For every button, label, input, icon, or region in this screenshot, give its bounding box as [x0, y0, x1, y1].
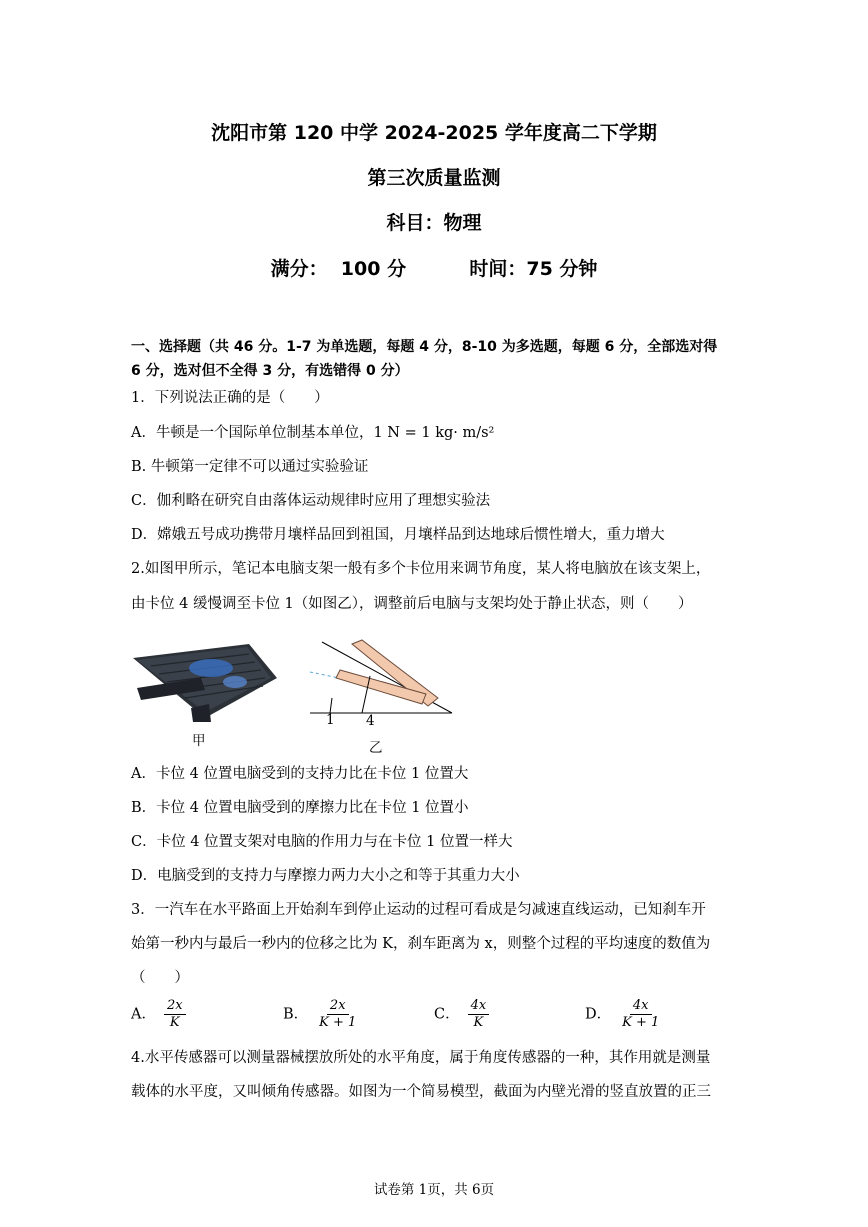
q1-option-d: D．嫦娥五号成功携带月壤样品回到祖国，月壤样品到达地球后惯性增大，重力增大	[131, 527, 665, 543]
q2-stem-line1: 2.如图甲所示，笔记本电脑支架一般有多个卡位用来调节角度，某人将电脑放在该支架上，	[131, 561, 711, 577]
exam-meta	[0, 254, 868, 281]
q4-stem-line2: 载体的水平度，又叫倾角传感器。如图为一个简易模型，截面为内壁光滑的竖直放置的正三	[131, 1084, 711, 1100]
q3-option-c: C． $\frac{4x}{K}$	[434, 998, 489, 1031]
q3-option-d: D． $\frac{4x}{K + 1}$	[585, 998, 660, 1030]
q2-option-c: C．卡位 4 位置支架对电脑的作用力与在卡位 1 位置一样大	[131, 834, 513, 850]
q3-option-b: B． $\frac{2x}{K + 1}$	[283, 998, 357, 1030]
q3-stem-line1: 3．一汽车在水平路面上开始刹车到停止运动的过程可看成是匀减速直线运动，已知刹车开	[131, 902, 706, 918]
q3-option-a: A． $\frac{2x}{K}$	[131, 998, 186, 1031]
q1-option-b: B. 牛顿第一定律不可以通过实验验证	[131, 459, 369, 475]
figure-a-caption: 甲	[192, 733, 206, 749]
q1-option-c: C．伽利略在研究自由落体运动规律时应用了理想实验法	[131, 493, 491, 509]
exam-duration: 时间：75 分钟	[469, 258, 598, 280]
exam-full-score: 满分： 100 分	[270, 258, 407, 280]
exam-title-session: 第三次质量监测	[367, 167, 501, 189]
q2-stem-line2: 由卡位 4 缓慢调至卡位 1（如图乙），调整前后电脑与支架均处于静止状态，则（ ）	[131, 596, 693, 612]
stand-slot-label-1: 1	[326, 712, 335, 728]
q1-stem: 1．下列说法正确的是（ ）	[131, 390, 329, 406]
laptop-stand-photo	[131, 638, 279, 722]
q4-stem-line1: 4.水平传感器可以测量器械摆放所处的水平角度，属于角度传感器的一种，其作用就是测量	[131, 1050, 711, 1066]
figure-b-caption: 乙	[369, 740, 383, 756]
exam-title-school: 沈阳市第 120 中学 2024-2025 学年度高二下学期	[211, 122, 657, 144]
page-footer: 试卷第 1页，共 6页	[373, 1182, 495, 1198]
exam-subject: 科目：物理	[386, 212, 482, 234]
q2-option-a: A．卡位 4 位置电脑受到的支持力比在卡位 1 位置大	[131, 766, 469, 782]
q3-stem-line2: 始第一秒内与最后一秒内的位移之比为 K，刹车距离为 x，则整个过程的平均速度的数值为	[131, 936, 711, 952]
q2-option-d: D．电脑受到的支持力与摩擦力两力大小之和等于其重力大小	[131, 868, 520, 884]
q1-option-a: A．牛顿是一个国际单位制基本单位，1 N = 1 kg· m/s²	[131, 425, 495, 441]
section-heading-line1: 一、选择题（共 46 分。1-7 为单选题，每题 4 分，8-10 为多选题，每题 6 分，全部选对得	[131, 339, 718, 355]
q3-stem-line3: （ ）	[131, 970, 189, 986]
stand-slot-label-4: 4	[366, 713, 375, 729]
q2-option-b: B．卡位 4 位置电脑受到的摩擦力比在卡位 1 位置小	[131, 800, 469, 816]
section-heading-line2: 6 分，选对但不全得 3 分，有选错得 0 分）	[131, 363, 409, 379]
